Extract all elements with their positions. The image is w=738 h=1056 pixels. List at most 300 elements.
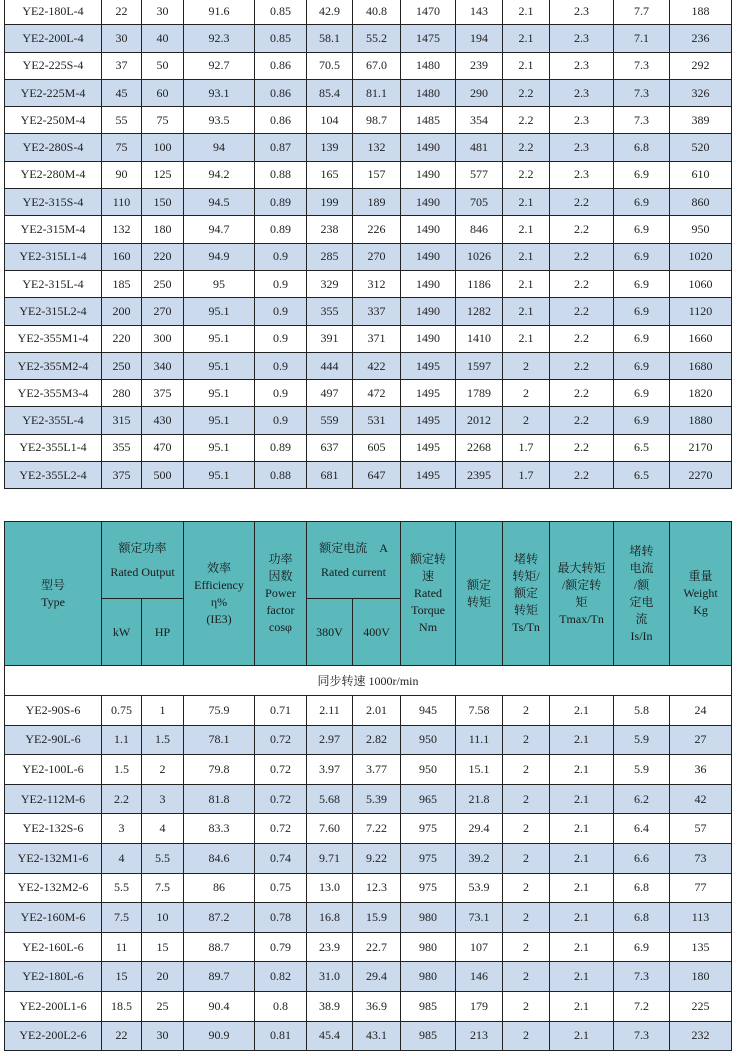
- table-cell: 6.9: [614, 325, 670, 352]
- table-cell: 0.72: [255, 755, 307, 785]
- table-cell: 45: [102, 79, 142, 106]
- table-cell: 37: [102, 52, 142, 79]
- model-cell: YE2-355M3-4: [5, 380, 102, 407]
- table-cell: 189: [353, 189, 401, 216]
- table-cell: 312: [353, 270, 401, 297]
- table-cell: 157: [353, 161, 401, 188]
- table-cell: 6.9: [614, 161, 670, 188]
- header-kw: kW: [102, 599, 142, 666]
- model-cell: YE2-132M1-6: [5, 843, 102, 873]
- table-cell: 73.1: [456, 903, 503, 933]
- spec-table-6-pole: [4, 521, 732, 1051]
- table-row: [5, 814, 732, 844]
- table-cell: 340: [142, 352, 184, 379]
- table-cell: 0.89: [255, 216, 307, 243]
- table-cell: 6.9: [614, 216, 670, 243]
- table-cell: 2: [503, 407, 550, 434]
- model-cell: YE2-160L-6: [5, 932, 102, 962]
- table-cell: 40: [142, 25, 184, 52]
- table-cell: 92.3: [184, 25, 255, 52]
- header-rated-output-en: Rated Output: [110, 564, 175, 579]
- table-cell: 7.22: [353, 814, 401, 844]
- header-weight: [670, 522, 732, 666]
- table-cell: 95: [184, 270, 255, 297]
- table-cell: 94.2: [184, 161, 255, 188]
- table-cell: 2: [142, 755, 184, 785]
- table-cell: 375: [142, 380, 184, 407]
- table-row: [5, 962, 732, 992]
- header-power-factor-cn-2: 因数: [268, 569, 293, 583]
- header-rated-current-en: Rated current: [321, 564, 386, 579]
- table-cell: 95.1: [184, 407, 255, 434]
- table-cell: 6.8: [614, 873, 670, 903]
- model-cell: YE2-160M-6: [5, 903, 102, 933]
- table-cell: 315: [102, 407, 142, 434]
- table-cell: 107: [456, 932, 503, 962]
- table-cell: 6.2: [614, 784, 670, 814]
- table-cell: 980: [401, 962, 456, 992]
- table-cell: 2.1: [503, 216, 550, 243]
- table-row: [5, 243, 732, 270]
- table-cell: 1495: [401, 352, 456, 379]
- table-cell: 2.1: [550, 696, 614, 726]
- table-cell: 6.9: [614, 407, 670, 434]
- table-cell: 444: [307, 352, 353, 379]
- table-cell: 6.9: [614, 243, 670, 270]
- table-row: [5, 903, 732, 933]
- table-cell: 1026: [456, 243, 503, 270]
- table-cell: 0.8: [255, 991, 307, 1021]
- header-rated-speed: [401, 522, 456, 666]
- table-cell: 1410: [456, 325, 503, 352]
- table-cell: 5.68: [307, 784, 353, 814]
- table-cell: 2.2: [102, 784, 142, 814]
- table-cell: 165: [307, 161, 353, 188]
- table-cell: 2: [503, 991, 550, 1021]
- table-cell: 15: [142, 932, 184, 962]
- table-cell: 185: [102, 270, 142, 297]
- table-row: [5, 161, 732, 188]
- table-cell: 1597: [456, 352, 503, 379]
- table-cell: 7.58: [456, 696, 503, 726]
- table-cell: 13.0: [307, 873, 353, 903]
- table-cell: 7.3: [614, 52, 670, 79]
- table-cell: 2.2: [550, 270, 614, 297]
- table-cell: 110: [102, 189, 142, 216]
- table-cell: 239: [456, 52, 503, 79]
- table-cell: 0.85: [255, 25, 307, 52]
- header-rated-output-cn: 额定功率: [118, 540, 167, 555]
- spec-table-4-pole: [4, 0, 732, 489]
- table-cell: 1490: [401, 189, 456, 216]
- table-cell: 90.9: [184, 1021, 255, 1051]
- table-cell: 55.2: [353, 25, 401, 52]
- table-cell: 81.1: [353, 79, 401, 106]
- table-cell: 0.9: [255, 243, 307, 270]
- table-cell: 7.3: [614, 962, 670, 992]
- model-cell: YE2-180L-4: [5, 0, 102, 25]
- table-cell: 31.0: [307, 962, 353, 992]
- table-cell: 2395: [456, 462, 503, 489]
- table-cell: 0.74: [255, 843, 307, 873]
- table-cell: 250: [142, 270, 184, 297]
- table-cell: 10: [142, 903, 184, 933]
- table-cell: 0.89: [255, 189, 307, 216]
- table-cell: 950: [401, 755, 456, 785]
- table-cell: 95.1: [184, 352, 255, 379]
- table-cell: 6.6: [614, 843, 670, 873]
- table-cell: 0.72: [255, 814, 307, 844]
- table-cell: 85.4: [307, 79, 353, 106]
- table-cell: 75: [142, 107, 184, 134]
- table-cell: 7.3: [614, 79, 670, 106]
- table-cell: 2.1: [550, 725, 614, 755]
- table-cell: 391: [307, 325, 353, 352]
- table-cell: 188: [670, 0, 732, 25]
- model-cell: YE2-90S-6: [5, 696, 102, 726]
- table-cell: 1490: [401, 270, 456, 297]
- table-cell: 146: [456, 962, 503, 992]
- table-cell: 3: [102, 814, 142, 844]
- table-cell: 7.3: [614, 1021, 670, 1051]
- table-row: [5, 462, 732, 489]
- table-cell: 2: [503, 932, 550, 962]
- table-cell: 160: [102, 243, 142, 270]
- model-cell: YE2-132S-6: [5, 814, 102, 844]
- table-cell: 270: [142, 298, 184, 325]
- table-cell: 985: [401, 1021, 456, 1051]
- table-cell: 520: [670, 134, 732, 161]
- table-row: [5, 25, 732, 52]
- table-row: [5, 325, 732, 352]
- table-cell: 6.8: [614, 134, 670, 161]
- table-cell: 113: [670, 903, 732, 933]
- table-cell: 95.1: [184, 434, 255, 461]
- table-cell: 2012: [456, 407, 503, 434]
- table-cell: 95.1: [184, 325, 255, 352]
- table-cell: 1475: [401, 25, 456, 52]
- table-cell: 22.7: [353, 932, 401, 962]
- table-cell: 150: [142, 189, 184, 216]
- table-cell: 2.3: [550, 79, 614, 106]
- model-cell: YE2-200L2-6: [5, 1021, 102, 1051]
- table-cell: 36: [670, 755, 732, 785]
- header-efficiency: [184, 522, 255, 666]
- table-cell: 135: [670, 932, 732, 962]
- header-power-factor-en-2: factor: [266, 603, 295, 617]
- table-cell: 2: [503, 903, 550, 933]
- table-cell: 88.7: [184, 932, 255, 962]
- model-cell: YE2-180L-6: [5, 962, 102, 992]
- header-rated-torque-cn-1: 额定: [467, 577, 492, 592]
- table-cell: 0.85: [255, 0, 307, 25]
- table-cell: 12.3: [353, 873, 401, 903]
- table-cell: 3: [142, 784, 184, 814]
- table-cell: 2: [503, 784, 550, 814]
- table-row: [5, 134, 732, 161]
- table-cell: 0.78: [255, 903, 307, 933]
- header-rated-speed-unit: Nm: [419, 620, 438, 634]
- table-cell: 2.1: [550, 903, 614, 933]
- table-cell: 5.9: [614, 755, 670, 785]
- table-cell: 6.9: [614, 270, 670, 297]
- table-cell: 985: [401, 991, 456, 1021]
- table-cell: 2.1: [503, 270, 550, 297]
- table-cell: 180: [670, 962, 732, 992]
- table-cell: 422: [353, 352, 401, 379]
- table-cell: 1.5: [102, 755, 142, 785]
- table-cell: 1020: [670, 243, 732, 270]
- table-cell: 2.1: [550, 962, 614, 992]
- table-cell: 11: [102, 932, 142, 962]
- table-cell: 0.9: [255, 407, 307, 434]
- table-cell: 250: [102, 352, 142, 379]
- table-cell: 6.9: [614, 298, 670, 325]
- table-cell: 132: [102, 216, 142, 243]
- table-cell: 30: [142, 0, 184, 25]
- table-cell: 1282: [456, 298, 503, 325]
- header-max-torque-symbol: Tmax/Tn: [559, 611, 604, 626]
- table-row: [5, 107, 732, 134]
- header-max-torque-cn-3: 矩: [575, 594, 588, 609]
- table-cell: 83.3: [184, 814, 255, 844]
- header-locked-current: [614, 522, 670, 666]
- table-cell: 22: [102, 1021, 142, 1051]
- table-cell: 1789: [456, 380, 503, 407]
- table-cell: 2: [503, 380, 550, 407]
- table-cell: 531: [353, 407, 401, 434]
- table-cell: 371: [353, 325, 401, 352]
- header-rated-speed-cn-1: 额定转: [410, 552, 447, 566]
- table-cell: 0.9: [255, 380, 307, 407]
- table-cell: 79.8: [184, 755, 255, 785]
- table-row: [5, 380, 732, 407]
- header-power-factor-symbol: cosφ: [269, 620, 292, 634]
- table-cell: 2: [503, 696, 550, 726]
- table-cell: 2.2: [550, 407, 614, 434]
- table-cell: 2.3: [550, 0, 614, 25]
- table-cell: 53.9: [456, 873, 503, 903]
- table-cell: 472: [353, 380, 401, 407]
- table-row: [5, 696, 732, 726]
- table-cell: 1490: [401, 134, 456, 161]
- table-row: [5, 52, 732, 79]
- table-cell: 58.1: [307, 25, 353, 52]
- table-cell: 199: [307, 189, 353, 216]
- table-cell: 9.22: [353, 843, 401, 873]
- table-cell: 95.1: [184, 462, 255, 489]
- table-cell: 213: [456, 1021, 503, 1051]
- header-efficiency-en: Efficiency: [194, 577, 244, 592]
- table-cell: 226: [353, 216, 401, 243]
- table-cell: 220: [142, 243, 184, 270]
- model-cell: YE2-315L-4: [5, 270, 102, 297]
- table-cell: 1485: [401, 107, 456, 134]
- table-cell: 2.3: [550, 52, 614, 79]
- header-power-factor: [255, 522, 307, 666]
- table-cell: 2.2: [550, 325, 614, 352]
- table-cell: 7.7: [614, 0, 670, 25]
- table-cell: 2.1: [550, 784, 614, 814]
- table-cell: 93.5: [184, 107, 255, 134]
- table-cell: 2: [503, 962, 550, 992]
- table-cell: 2.3: [550, 161, 614, 188]
- table-cell: 6.8: [614, 903, 670, 933]
- table-cell: 1660: [670, 325, 732, 352]
- table-cell: 2: [503, 814, 550, 844]
- table-cell: 375: [102, 462, 142, 489]
- table-cell: 2.2: [550, 298, 614, 325]
- model-cell: YE2-315L1-4: [5, 243, 102, 270]
- table-cell: 1495: [401, 380, 456, 407]
- table-cell: 1490: [401, 216, 456, 243]
- model-cell: YE2-225M-4: [5, 79, 102, 106]
- table-cell: 179: [456, 991, 503, 1021]
- table-cell: 42.9: [307, 0, 353, 25]
- table-row: [5, 725, 732, 755]
- table-cell: 0.71: [255, 696, 307, 726]
- table-cell: 73: [670, 843, 732, 873]
- table-cell: 270: [353, 243, 401, 270]
- table-cell: 2.3: [550, 25, 614, 52]
- header-locked-current-cn-4: 定电: [629, 594, 654, 609]
- header-locked-torque: [503, 522, 550, 666]
- model-cell: YE2-200L-4: [5, 25, 102, 52]
- table-cell: 2.1: [550, 814, 614, 844]
- header-locked-torque-cn-2: 转矩/: [512, 569, 540, 583]
- table-cell: 70.5: [307, 52, 353, 79]
- header-efficiency-cn: 效率: [207, 560, 232, 575]
- table-row: [5, 1021, 732, 1051]
- table-cell: 7.3: [614, 107, 670, 134]
- spec-table-6-pole-body: [5, 666, 732, 1051]
- table-cell: 3.97: [307, 755, 353, 785]
- table-cell: 30: [102, 25, 142, 52]
- table-cell: 91.6: [184, 0, 255, 25]
- table-cell: 2.2: [550, 243, 614, 270]
- model-cell: YE2-100L-6: [5, 755, 102, 785]
- table-cell: 605: [353, 434, 401, 461]
- table-cell: 2.2: [550, 216, 614, 243]
- table-cell: 1680: [670, 352, 732, 379]
- table-cell: 90.4: [184, 991, 255, 1021]
- table-row: [5, 407, 732, 434]
- header-rated-torque: [456, 522, 503, 666]
- table-cell: 2.1: [503, 25, 550, 52]
- table-cell: 285: [307, 243, 353, 270]
- table-cell: 0.88: [255, 462, 307, 489]
- table-cell: 0.9: [255, 270, 307, 297]
- table-cell: 0.86: [255, 107, 307, 134]
- table-cell: 50: [142, 52, 184, 79]
- table-cell: 29.4: [456, 814, 503, 844]
- table-cell: 6.9: [614, 189, 670, 216]
- table-cell: 7.2: [614, 991, 670, 1021]
- table-cell: 11.1: [456, 725, 503, 755]
- table-cell: 1880: [670, 407, 732, 434]
- table-cell: 1480: [401, 52, 456, 79]
- table-cell: 1480: [401, 79, 456, 106]
- synchronous-speed-label: 同步转速 1000r/min: [5, 666, 732, 696]
- model-cell: YE2-200L1-6: [5, 991, 102, 1021]
- table-cell: 389: [670, 107, 732, 134]
- table-cell: 1490: [401, 325, 456, 352]
- table-cell: 1470: [401, 0, 456, 25]
- header-rated-output: [102, 522, 184, 599]
- table-cell: 21.8: [456, 784, 503, 814]
- table-row: [5, 873, 732, 903]
- header-power-factor-cn-1: 功率: [268, 552, 293, 566]
- table-cell: 329: [307, 270, 353, 297]
- table-cell: 38.9: [307, 991, 353, 1021]
- table-cell: 610: [670, 161, 732, 188]
- table-row: [5, 0, 732, 25]
- table-row: [5, 434, 732, 461]
- table-cell: 2.2: [550, 462, 614, 489]
- table-cell: 225: [670, 991, 732, 1021]
- table-cell: 1120: [670, 298, 732, 325]
- table-cell: 681: [307, 462, 353, 489]
- table-cell: 5.9: [614, 725, 670, 755]
- header-locked-torque-cn-1: 堵转: [514, 552, 539, 566]
- table-cell: 75: [102, 134, 142, 161]
- header-weight-en: Weight: [683, 586, 718, 600]
- table-cell: 6.9: [614, 380, 670, 407]
- table-cell: 1495: [401, 434, 456, 461]
- table-cell: 89.7: [184, 962, 255, 992]
- header-380v: 380V: [307, 599, 353, 666]
- table-cell: 78.1: [184, 725, 255, 755]
- table-cell: 200: [102, 298, 142, 325]
- table-cell: 125: [142, 161, 184, 188]
- table-cell: 220: [102, 325, 142, 352]
- table-cell: 2.2: [550, 434, 614, 461]
- header-max-torque: [550, 522, 614, 666]
- table-cell: 20: [142, 962, 184, 992]
- table-cell: 647: [353, 462, 401, 489]
- table-cell: 559: [307, 407, 353, 434]
- table-cell: 104: [307, 107, 353, 134]
- table-cell: 2.1: [550, 873, 614, 903]
- table-cell: 0.75: [102, 696, 142, 726]
- table-cell: 2.1: [503, 325, 550, 352]
- table-cell: 965: [401, 784, 456, 814]
- table-cell: 2.97: [307, 725, 353, 755]
- table-cell: 81.8: [184, 784, 255, 814]
- table-cell: 2270: [670, 462, 732, 489]
- table-cell: 2.1: [550, 1021, 614, 1051]
- table-cell: 2170: [670, 434, 732, 461]
- table-cell: 355: [307, 298, 353, 325]
- table-cell: 4: [102, 843, 142, 873]
- header-hp: HP: [142, 599, 184, 666]
- table-cell: 94: [184, 134, 255, 161]
- table-cell: 6.5: [614, 434, 670, 461]
- table-cell: 0.87: [255, 134, 307, 161]
- table-cell: 2.11: [307, 696, 353, 726]
- table-cell: 3.77: [353, 755, 401, 785]
- table-cell: 2.2: [503, 79, 550, 106]
- table-cell: 1495: [401, 462, 456, 489]
- model-cell: YE2-132M2-6: [5, 873, 102, 903]
- table-cell: 180: [142, 216, 184, 243]
- table-cell: 45.4: [307, 1021, 353, 1051]
- table-cell: 430: [142, 407, 184, 434]
- model-cell: YE2-112M-6: [5, 784, 102, 814]
- table-cell: 15.9: [353, 903, 401, 933]
- header-locked-current-cn-3: /额: [633, 577, 650, 592]
- table-row: [5, 298, 732, 325]
